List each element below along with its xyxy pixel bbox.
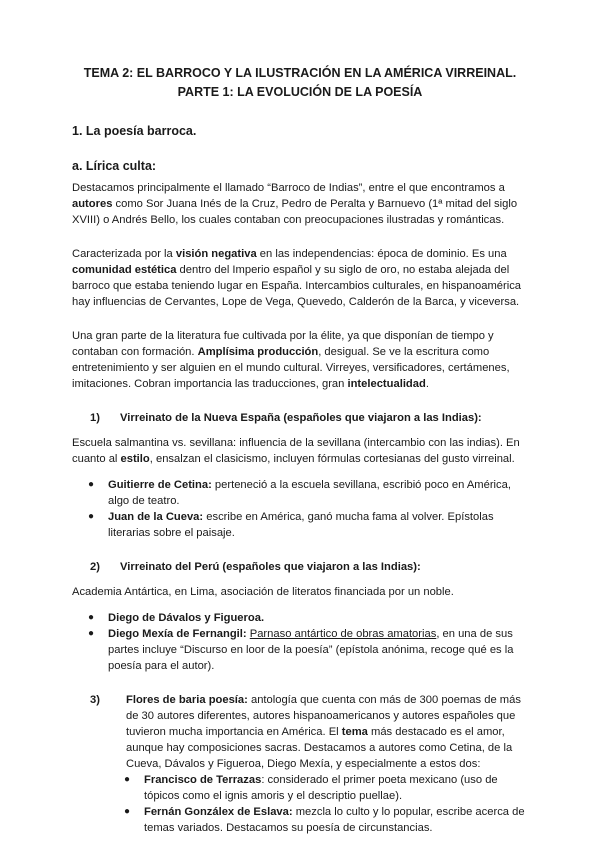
section-heading: 1. La poesía barroca. [72,124,197,138]
numbered-heading-text: Virreinato del Perú (españoles que viajaron a las Indias): [120,561,421,573]
list-item [72,804,528,836]
paragraph-vision-negativa [72,246,528,310]
author-name: Diego Mexía de Fernangil: [108,628,247,640]
numbered-item-flores [72,692,528,772]
text-run: , ensalzan el clasicismo, incluyen fórmulas cortesianas del gusto virreinal. [149,453,515,465]
text-run: Caracterizada por la [72,248,176,260]
paragraph-barroco-de-indias [72,180,528,228]
list-number: 1) [90,412,100,424]
bullet-icon: ● [124,774,131,785]
document-page [72,64,528,836]
list-item [72,610,528,626]
bold-run: Amplísima producción [197,346,319,358]
list-item [72,626,528,674]
author-name: Francisco de Terrazas [144,774,262,786]
bullet-list-peru [72,610,528,674]
bullet-list-nueva-espana [72,477,528,541]
list-number: 2) [90,561,100,573]
work-title: Parnaso antártico de obras amatorias [249,628,437,640]
text-run: , desigual. Se ve la escritura como entretenimiento y ser alguien en el mundo cultural. Virreyes, versificadores, certámenes, imitaciones. Cobran importancia las traducciones, gran [72,346,510,390]
text-run: antología que cuenta con más de 300 poemas de más de 30 autores diferentes, autores hispanoamericanos y autores españoles que tuvieron mucha importancia en América. El [126,694,521,738]
bullet-list-flores [72,772,528,836]
bullet-icon: ● [124,806,131,817]
item-text: : considerado el primer poeta mexicano (uso de tópicos como el ignis amoris y el descriptio puellae). [144,774,498,802]
numbered-item-text [126,692,528,772]
text-run: en las independencias: época de dominio. Es una [256,248,507,260]
paragraph-escuela [72,435,528,467]
document-title [72,64,528,102]
bullet-icon: ● [88,511,95,522]
text-run: Escuela salmantina vs. sevillana: influencia de la sevillana (intercambio con las indias). En cuanto al [72,437,520,465]
text-run: más destacado es el amor, aunque hay composiciones sacras. Destacamos a autores como Cetina, de la Cueva, Dávalos y Figueroa, Diego Mexía, y especialmente a estos dos: [126,726,513,770]
bold-run: Flores de baria poesía: [126,694,248,706]
bold-run: comunidad estética [72,264,177,276]
numbered-heading-text: Virreinato de la Nueva España (españoles que viajaron a las Indias): [120,412,482,424]
author-name: Juan de la Cueva: [108,511,204,523]
bold-run: intelectualidad [347,378,426,390]
author-name: Diego de Dávalos y Figueroa. [108,612,265,624]
bold-run: visión negativa [175,248,257,260]
author-name: Guitierre de Cetina: [108,479,212,491]
bold-run: autores [72,198,113,210]
title-line-2: PARTE 1: LA EVOLUCIÓN DE LA POESÍA [177,85,423,99]
paragraph-academia: Academia Antártica, en Lima, asociación de literatos financiada por un noble. [72,586,454,598]
item-text: , en una de sus partes incluye “Discurso en loor de la poesía” (epístola anónima, recoge qué es la poesía para el autor). [108,628,514,672]
author-name: Fernán Gonzálex de Eslava: [144,806,293,818]
text-run: como Sor Juana Inés de la Cruz, Pedro de Peralta y Barnuevo (1ª mitad del siglo XVIII) o Andrés Bello, los cuales contaban con preocupaciones ilustradas y románticas. [72,198,518,226]
list-item [72,772,528,804]
bold-run: estilo [120,453,150,465]
numbered-heading-peru [72,559,528,575]
numbered-heading-nueva-espana [72,410,528,426]
list-item [72,509,528,541]
list-number: 3) [90,694,100,706]
text-run: . [425,378,429,390]
text-run: Destacamos principalmente el llamado “Barroco de Indias”, entre el que encontramos a [72,182,505,194]
bullet-icon: ● [88,628,95,639]
text-run: Una gran parte de la literatura fue cultivada por la élite, ya que disponían de tiempo y contaban con formación. [72,330,494,358]
paragraph-elite [72,328,528,392]
subsection-heading: a. Lírica culta: [72,159,157,173]
item-text: mezcla lo culto y lo popular, escribe acerca de temas variados. Destacamos su poesía de circunstancias. [144,806,525,834]
text-run: dentro del Imperio español y su siglo de oro, no estaba alejada del barroco que estaba teniendo lugar en España. Intercambios culturales, en hispanoamérica hay influencias de Cervantes, Lope de Vega, Quevedo, Calderón de la Barca, y viceversa. [72,264,522,308]
title-line-1: TEMA 2: EL BARROCO Y LA ILUSTRACIÓN EN LA AMÉRICA VIRREINAL. [83,66,517,80]
list-item [72,477,528,509]
bold-run: tema [341,726,368,738]
bullet-icon: ● [88,479,95,490]
item-text: perteneció a la escuela sevillana, escribió poco en América, algo de teatro. [108,479,511,507]
bullet-icon: ● [88,612,95,623]
item-text: escribe en América, ganó mucha fama al volver. Epístolas literarias sobre el paisaje. [108,511,494,539]
